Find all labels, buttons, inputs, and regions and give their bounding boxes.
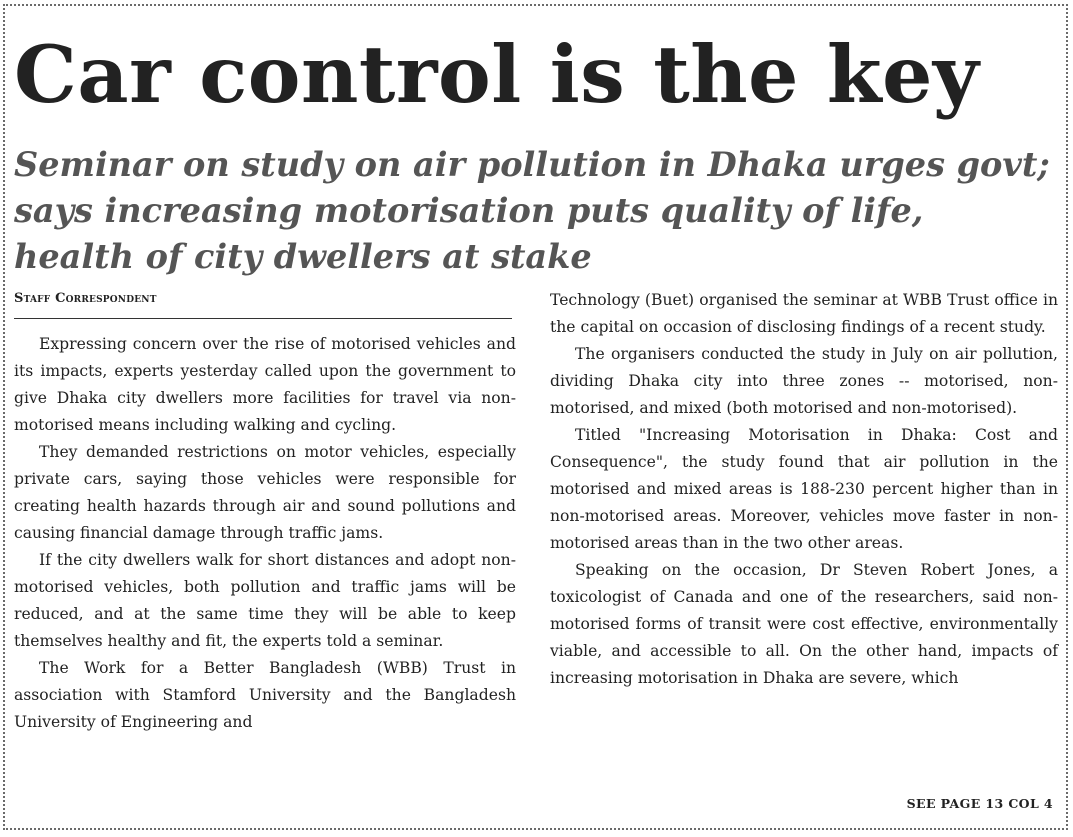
subheadline-line-1: Seminar on study on air pollution in Dhaka urges govt;	[14, 145, 1050, 184]
byline-rule	[14, 318, 512, 319]
byline: Staff Correspondent	[14, 291, 157, 306]
paragraph: The organisers conducted the study in July on air pollution, dividing Dhaka city into three zones -- motorised, non-motorised, and mixed (both motorised and non-motorised).	[550, 345, 1058, 417]
paragraph: Expressing concern over the rise of motorised vehicles and its impacts, experts yesterday called upon the government to give Dhaka city dwellers more facilities for travel via non-motorised means including walking and cycling.	[14, 335, 516, 434]
paragraph: Speaking on the occasion, Dr Steven Robert Jones, a toxicologist of Canada and one of the researchers, said non-motorised forms of transit were cost effective, environmentally viable, and accessible to all. On the other hand, impacts of increasing motorisation in Dhaka are severe, which	[550, 561, 1058, 687]
paragraph: If the city dwellers walk for short distances and adopt non-motorised vehicles, both pollution and traffic jams will be reduced, and at the same time they will be able to keep themselves healthy and fit, the experts told a seminar.	[14, 551, 516, 650]
paragraph-continued: Technology (Buet) organised the seminar at WBB Trust office in the capital on occasion of disclosing findings of a recent study.	[550, 291, 1058, 336]
body-column-1	[14, 331, 516, 736]
continuation-jump-line: SEE PAGE 13 COL 4	[906, 796, 1053, 811]
subheadline-line-2: says increasing motorisation puts quality of life,	[14, 191, 924, 230]
subheadline-line-3: health of city dwellers at stake	[14, 237, 592, 276]
subheadline	[14, 142, 1059, 280]
paragraph: They demanded restrictions on motor vehicles, especially private cars, saying those vehicles were responsible for creating health hazards through air and sound pollutions and causing financial damage through traffic jams.	[14, 443, 516, 542]
headline: Car control is the key	[14, 28, 980, 121]
paragraph: The Work for a Better Bangladesh (WBB) Trust in association with Stamford University and the Bangladesh University of Engineering and	[14, 659, 516, 731]
body-column-2	[550, 287, 1058, 692]
paragraph: Titled "Increasing Motorisation in Dhaka: Cost and Consequence", the study found that air pollution in the motorised and mixed areas is 188-230 percent higher than in non-motorised areas. Moreover, vehicles move faster in non-motorised areas than in the two other areas.	[550, 426, 1058, 552]
